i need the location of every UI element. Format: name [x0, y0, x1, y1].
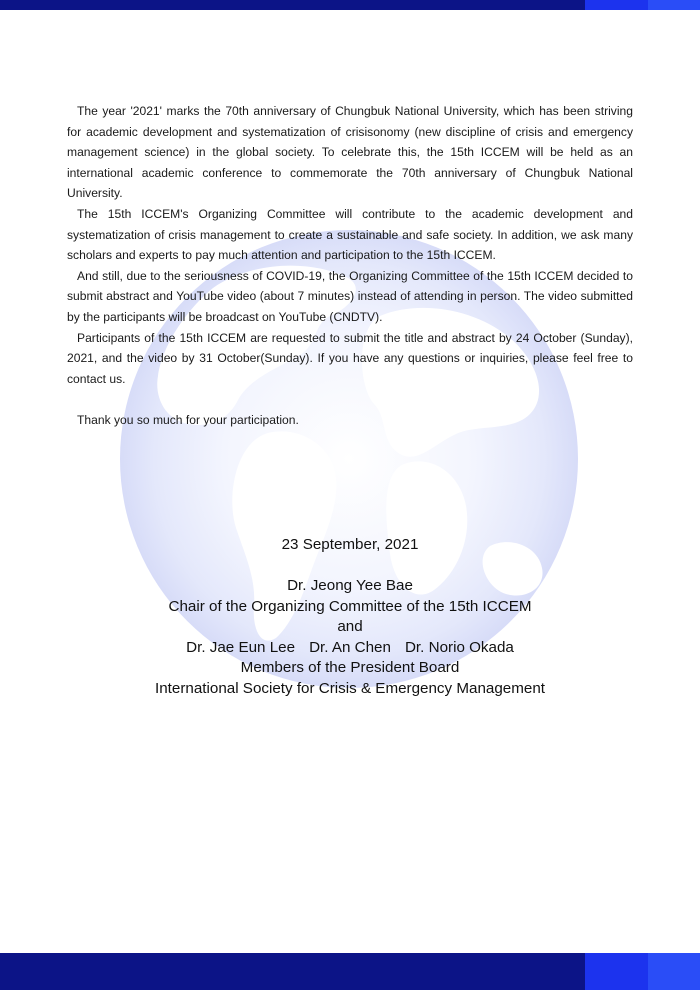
top-band-dark-segment — [0, 0, 585, 10]
board-member-name: Dr. Jae Eun Lee — [186, 638, 296, 656]
letter-date: 23 September, 2021 — [281, 536, 419, 553]
letter-paragraph: And still, due to the seriousness of COVID-19, the Organizing Committee of the 15th ICCEM decided to submit abstract and YouTube video (about 7 minutes) instead of attending in person. The video submitted by the participants will be broadcast on YouTube (CNDTV). — [67, 268, 633, 324]
chair-name: Dr. Jeong Yee Bae — [287, 577, 413, 594]
conjunction: and — [337, 618, 363, 635]
society-name: International Society for Crisis & Emergency Management — [155, 679, 545, 697]
chair-title: Chair of the Organizing Committee of the 15th ICCEM — [168, 597, 532, 615]
board-member-name: Dr. An Chen — [309, 638, 391, 656]
top-band-light-segment — [648, 0, 700, 10]
letter-paragraph: Participants of the 15th ICCEM are requested to submit the title and abstract by 24 October (Sunday), 2021, and the video by 31 October(Sunday). If you have any questions or inquiries, please feel free to contact us. — [67, 330, 633, 386]
bottom-band-mid-segment — [585, 953, 648, 990]
top-color-band — [0, 0, 700, 10]
thank-you-line: Thank you so much for your participation. — [77, 412, 299, 427]
board-title: Members of the President Board — [240, 659, 460, 676]
letter-body — [67, 101, 633, 431]
signature-block — [0, 535, 700, 699]
bottom-band-light-segment — [648, 953, 700, 990]
bottom-band-dark-segment — [0, 953, 585, 990]
letter-paragraph: The year '2021' marks the 70th anniversary of Chungbuk National University, which has been striving for academic development and systematization of crisisonomy (new discipline of crisis and emergency management science) in the global society. To celebrate this, the 15th ICCEM will be held as an international academic conference to commemorate the 70th anniversary of Chungbuk National University. — [67, 104, 633, 201]
top-band-mid-segment — [585, 0, 648, 10]
board-member-name: Dr. Norio Okada — [404, 638, 514, 656]
board-members — [0, 638, 700, 659]
bottom-color-band — [0, 953, 700, 990]
letter-paragraph: The 15th ICCEM's Organizing Committee will contribute to the academic development and systematization of crisis management to create a sustainable and safe society. In addition, we ask many scholars and experts to pay much attention and participation to the 15th ICCEM. — [67, 206, 633, 263]
